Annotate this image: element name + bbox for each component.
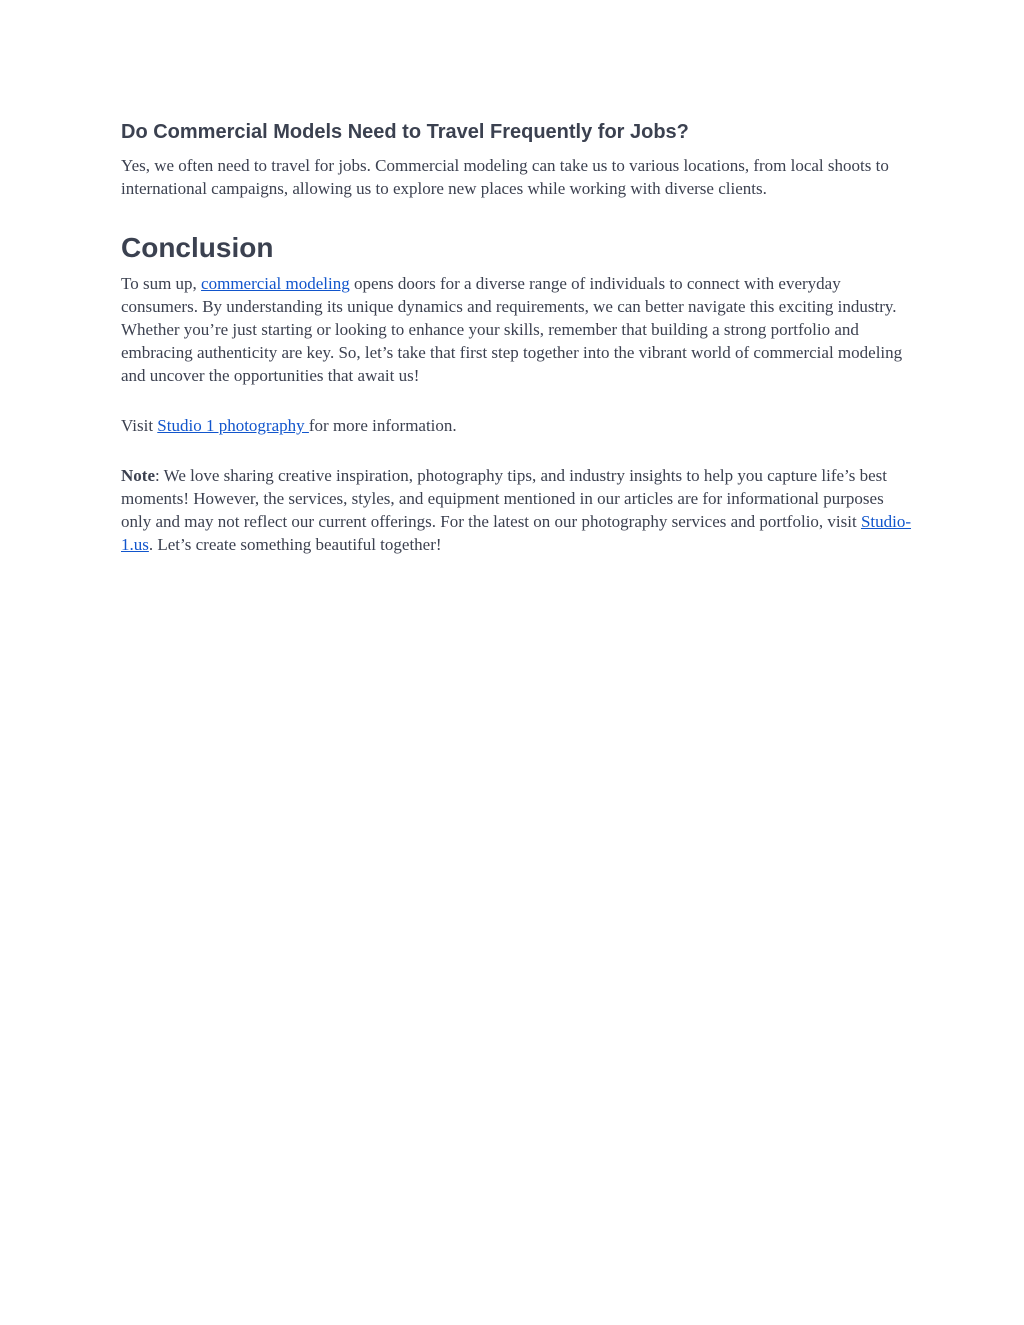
note-label: Note [121,466,155,485]
conclusion-text-rest: opens doors for a diverse range of individuals to connect with everyday consumers. By understanding its unique dynamics and requirements, we can better navigate this exciting industry. Whether you’re just starting or looking to enhance your skills, remember that building a strong portfolio and embracing authenticity are key. So, let’s take that first step together into the vibrant world of commercial modeling and uncover the opportunities that await us! [121,274,903,385]
travel-paragraph: Yes, we often need to travel for jobs. Commercial modeling can take us to various locations, from local shoots to international campaigns, allowing us to explore new places while working with diverse clients. [121,156,889,198]
conclusion-text-start: To sum up, [121,274,202,293]
note-text-rest: . Let’s create something beautiful together! [148,535,442,554]
note-paragraph [121,464,911,556]
note-text-start: : We love sharing creative inspiration, photography tips, and industry insights to help you capture life’s best moments! However, the services, styles, and equipment mentioned in our articles are for informational purposes only and may not reflect our current offerings. For the latest on our photography services and portfolio, visit [121,466,887,531]
studio-photography-link[interactable]: Studio 1 photography [157,416,309,435]
travel-heading: Do Commercial Models Need to Travel Frequently for Jobs? [121,121,689,143]
document-page [121,118,911,556]
visit-paragraph [121,414,911,437]
conclusion-heading: Conclusion [121,232,274,263]
conclusion-paragraph [121,272,911,387]
studio-site-link[interactable]: Studio-1.us [121,512,912,554]
visit-text-rest: for more information. [308,416,457,435]
commercial-modeling-link[interactable]: commercial modeling [201,274,350,293]
visit-text-start: Visit [121,416,158,435]
